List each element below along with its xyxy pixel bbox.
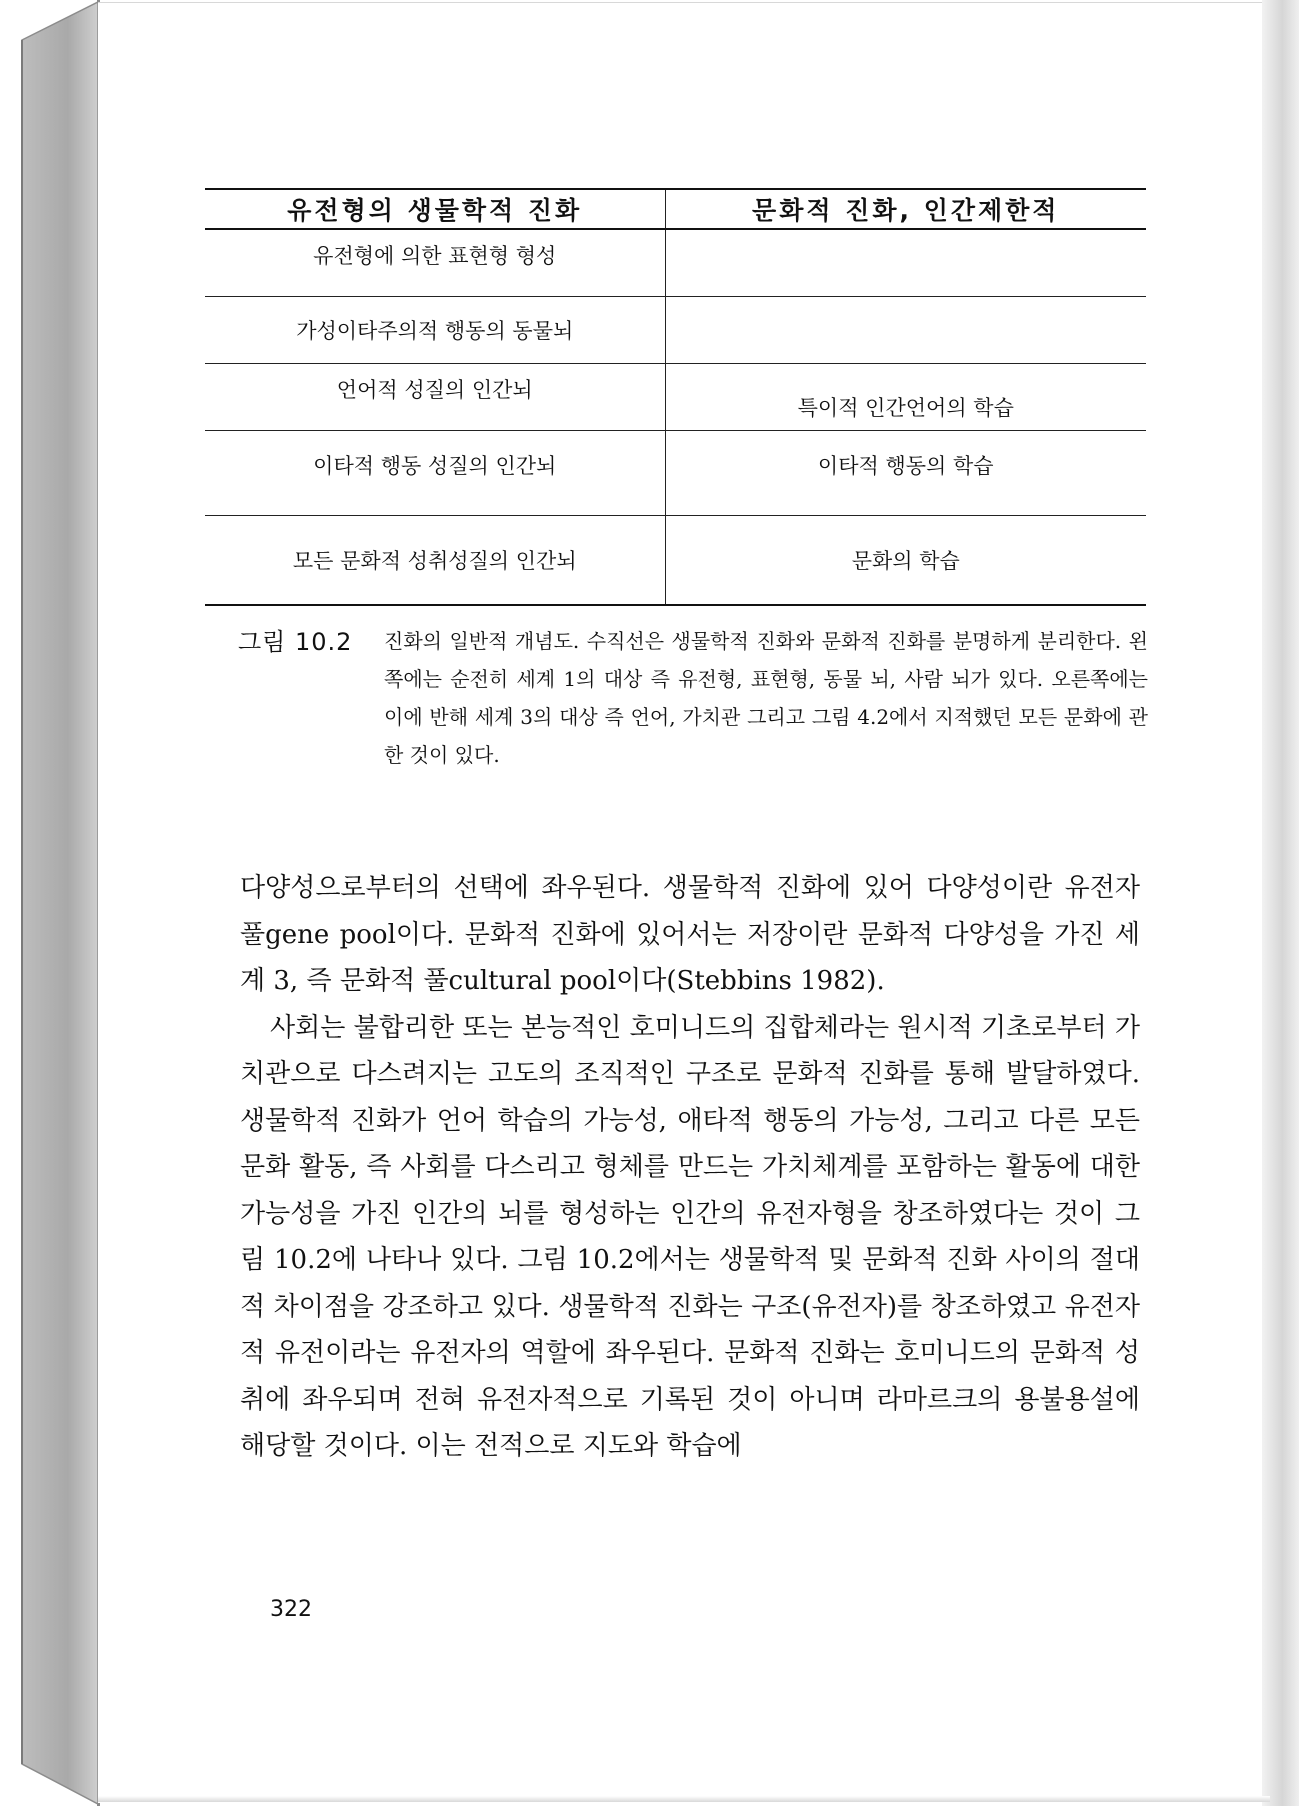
table-cell (665, 229, 1146, 297)
table-row (205, 364, 1146, 431)
table-cell: 이타적 행동의 학습 (817, 454, 994, 478)
page-number: 322 (270, 1597, 312, 1622)
book-cover-edge (0, 0, 100, 1806)
table-header-row (205, 189, 1146, 229)
table-cell: 이타적 행동 성질의 인간뇌 (313, 454, 557, 478)
table-row (205, 297, 1146, 364)
table-row (205, 516, 1146, 606)
table-cell (665, 297, 1146, 364)
body-text (240, 865, 1140, 1470)
table-cell: 문화의 학습 (665, 516, 1146, 606)
table-row (205, 431, 1146, 516)
table-cell: 가성이타주의적 행동의 동물뇌 (205, 297, 665, 364)
header-biological-evolution: 유전형의 생물학적 진화 (205, 189, 665, 229)
table-cell: 유전형에 의한 표현형 형성 (313, 244, 557, 268)
table-row (205, 229, 1146, 297)
table-cell: 특이적 인간언어의 학습 (797, 396, 1014, 420)
page-bottom-edge (98, 1796, 1270, 1802)
page-edge-shadow (1262, 0, 1299, 1806)
body-paragraph: 다양성으로부터의 선택에 좌우된다. 생물학적 진화에 있어 다양성이란 유전자 풀gene pool이다. 문화적 진화에 있어서는 저장이란 문화적 다양성을 가진 세계 3, 즉 문화적 풀cultural pool이다(Stebbins 1982). (240, 873, 1140, 996)
caption-label: 그림 10.2 (238, 628, 353, 656)
caption-text: 진화의 일반적 개념도. 수직선은 생물학적 진화와 문화적 진화를 분명하게 분리한다. 왼쪽에는 순전히 세계 1의 대상 즉 유전형, 표현형, 동물 뇌, 사람 뇌가 있다. 오른쪽에는 이에 반해 세계 3의 대상 즉 언어, 가치관 그리고 그림 4.2에서 지적했던 모든 문화에 관한 것이 있다. (384, 629, 1148, 767)
table-cell: 언어적 성질의 인간뇌 (336, 378, 533, 402)
header-cultural-evolution: 문화적 진화, 인간제한적 (665, 189, 1146, 229)
body-paragraph: 사회는 불합리한 또는 본능적인 호미니드의 집합체라는 원시적 기초로부터 가치관으로 다스려지는 고도의 조직적인 구조로 문화적 진화를 통해 발달하였다. 생물학적 진화가 언어 학습의 가능성, 애타적 행동의 가능성, 그리고 다른 모든 문화 활동, 즉 사회를 다스리고 형체를 만드는 가치체계를 포함하는 활동에 대한 가능성을 가진 인간의 뇌를 형성하는 인간의 유전자형을 창조하였다는 것이 그림 10.2에 나타나 있다. 그림 10.2에서는 생물학적 및 문화적 진화 사이의 절대적 차이점을 강조하고 있다. 생물학적 진화는 구조(유전자)를 창조하였고 유전자적 유전이라는 유전자의 역할에 좌우된다. 문화적 진화는 호미니드의 문화적 성취에 좌우되며 전혀 유전자적으로 기록된 것이 아니며 라마르크의 용불용설에 해당할 것이다. 이는 전적으로 지도와 학습에 (240, 1012, 1140, 1461)
table-cell: 모든 문화적 성취성질의 인간뇌 (205, 516, 665, 606)
evolution-table (205, 188, 1146, 606)
